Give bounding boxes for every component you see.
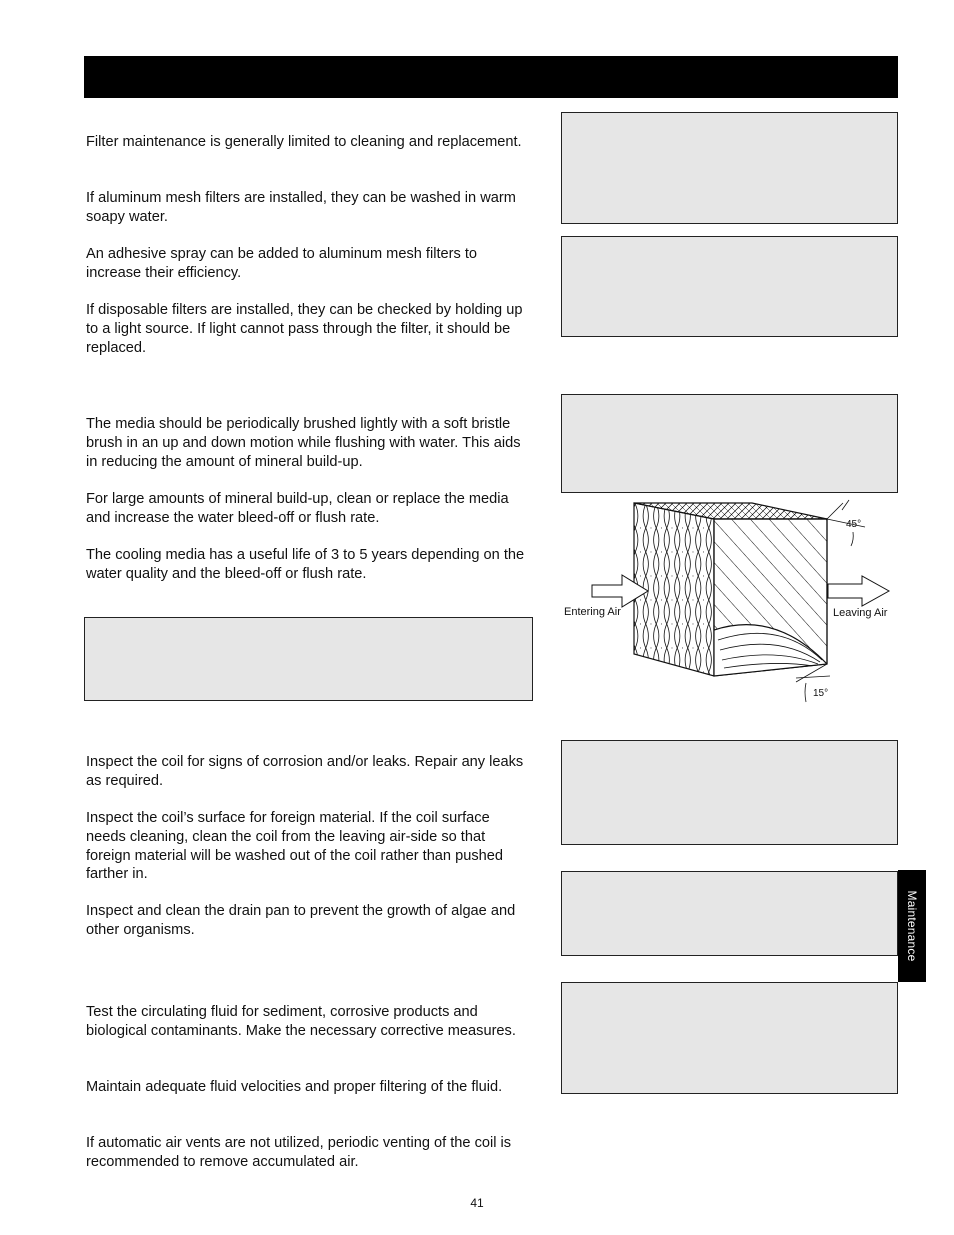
callout-box-2: [561, 236, 898, 337]
cooling-media-figure: [555, 495, 900, 705]
filter-paragraph-4: If disposable filters are installed, they can be checked by holding up to a light source. If light cannot pass through the filter, it should be replaced.: [86, 302, 523, 356]
media-paragraph-3: The cooling media has a useful life of 3 to 5 years depending on the water quality and the bleed-off or flush rate.: [86, 547, 525, 582]
filter-paragraph-1: Filter maintenance is generally limited to cleaning and replacement.: [86, 134, 522, 150]
callout-box-6: [561, 871, 898, 956]
leaving-air-arrow: [828, 576, 889, 606]
callout-box-4: [84, 617, 533, 701]
angle-45-label: 45°: [846, 519, 862, 530]
leaving-air-label: Leaving Air: [833, 607, 888, 619]
coil-paragraph-3: Inspect and clean the drain pan to prevent the growth of algae and other organisms.: [86, 903, 516, 938]
coil-paragraph-2: Inspect the coil’s surface for foreign material. If the coil surface needs cleaning, clean the coil from the leaving air-side so that foreign material will be washed out of the coil rather than pushed farther in.: [86, 810, 503, 883]
filter-paragraph-2: If aluminum mesh filters are installed, they can be washed in warm soapy water.: [86, 190, 516, 225]
media-paragraph-2: For large amounts of mineral build-up, clean or replace the media and increase the water bleed-off or flush rate.: [86, 491, 509, 526]
maintenance-side-tab: [898, 870, 926, 982]
fluid-paragraph-3: If automatic air vents are not utilized, periodic venting of the coil is recommended to remove accumulated air.: [86, 1135, 512, 1170]
entering-air-label: Entering Air: [564, 606, 621, 618]
filter-paragraph-3: An adhesive spray can be added to aluminum mesh filters to increase their efficiency.: [86, 246, 478, 281]
callout-box-3: [561, 394, 898, 493]
page-number: 41: [470, 1196, 484, 1210]
side-tab-label: Maintenance: [905, 890, 919, 962]
callout-box-5: [561, 740, 898, 845]
callout-box-1: [561, 112, 898, 224]
angle-15-label: 15°: [813, 688, 829, 699]
callout-box-7: [561, 982, 898, 1094]
media-paragraph-1: The media should be periodically brushed lightly with a soft bristle brush in an up and down motion while flushing with water. This aids in reducing the amount of mineral build-up.: [86, 416, 521, 470]
fluid-paragraph-2: Maintain adequate fluid velocities and proper filtering of the fluid.: [86, 1079, 503, 1095]
section-header-bar: [84, 56, 898, 98]
fluid-paragraph-1: Test the circulating fluid for sediment, corrosive products and biological contaminants. Make the necessary corrective measures.: [86, 1004, 516, 1039]
coil-paragraph-1: Inspect the coil for signs of corrosion and/or leaks. Repair any leaks as required.: [86, 754, 524, 789]
